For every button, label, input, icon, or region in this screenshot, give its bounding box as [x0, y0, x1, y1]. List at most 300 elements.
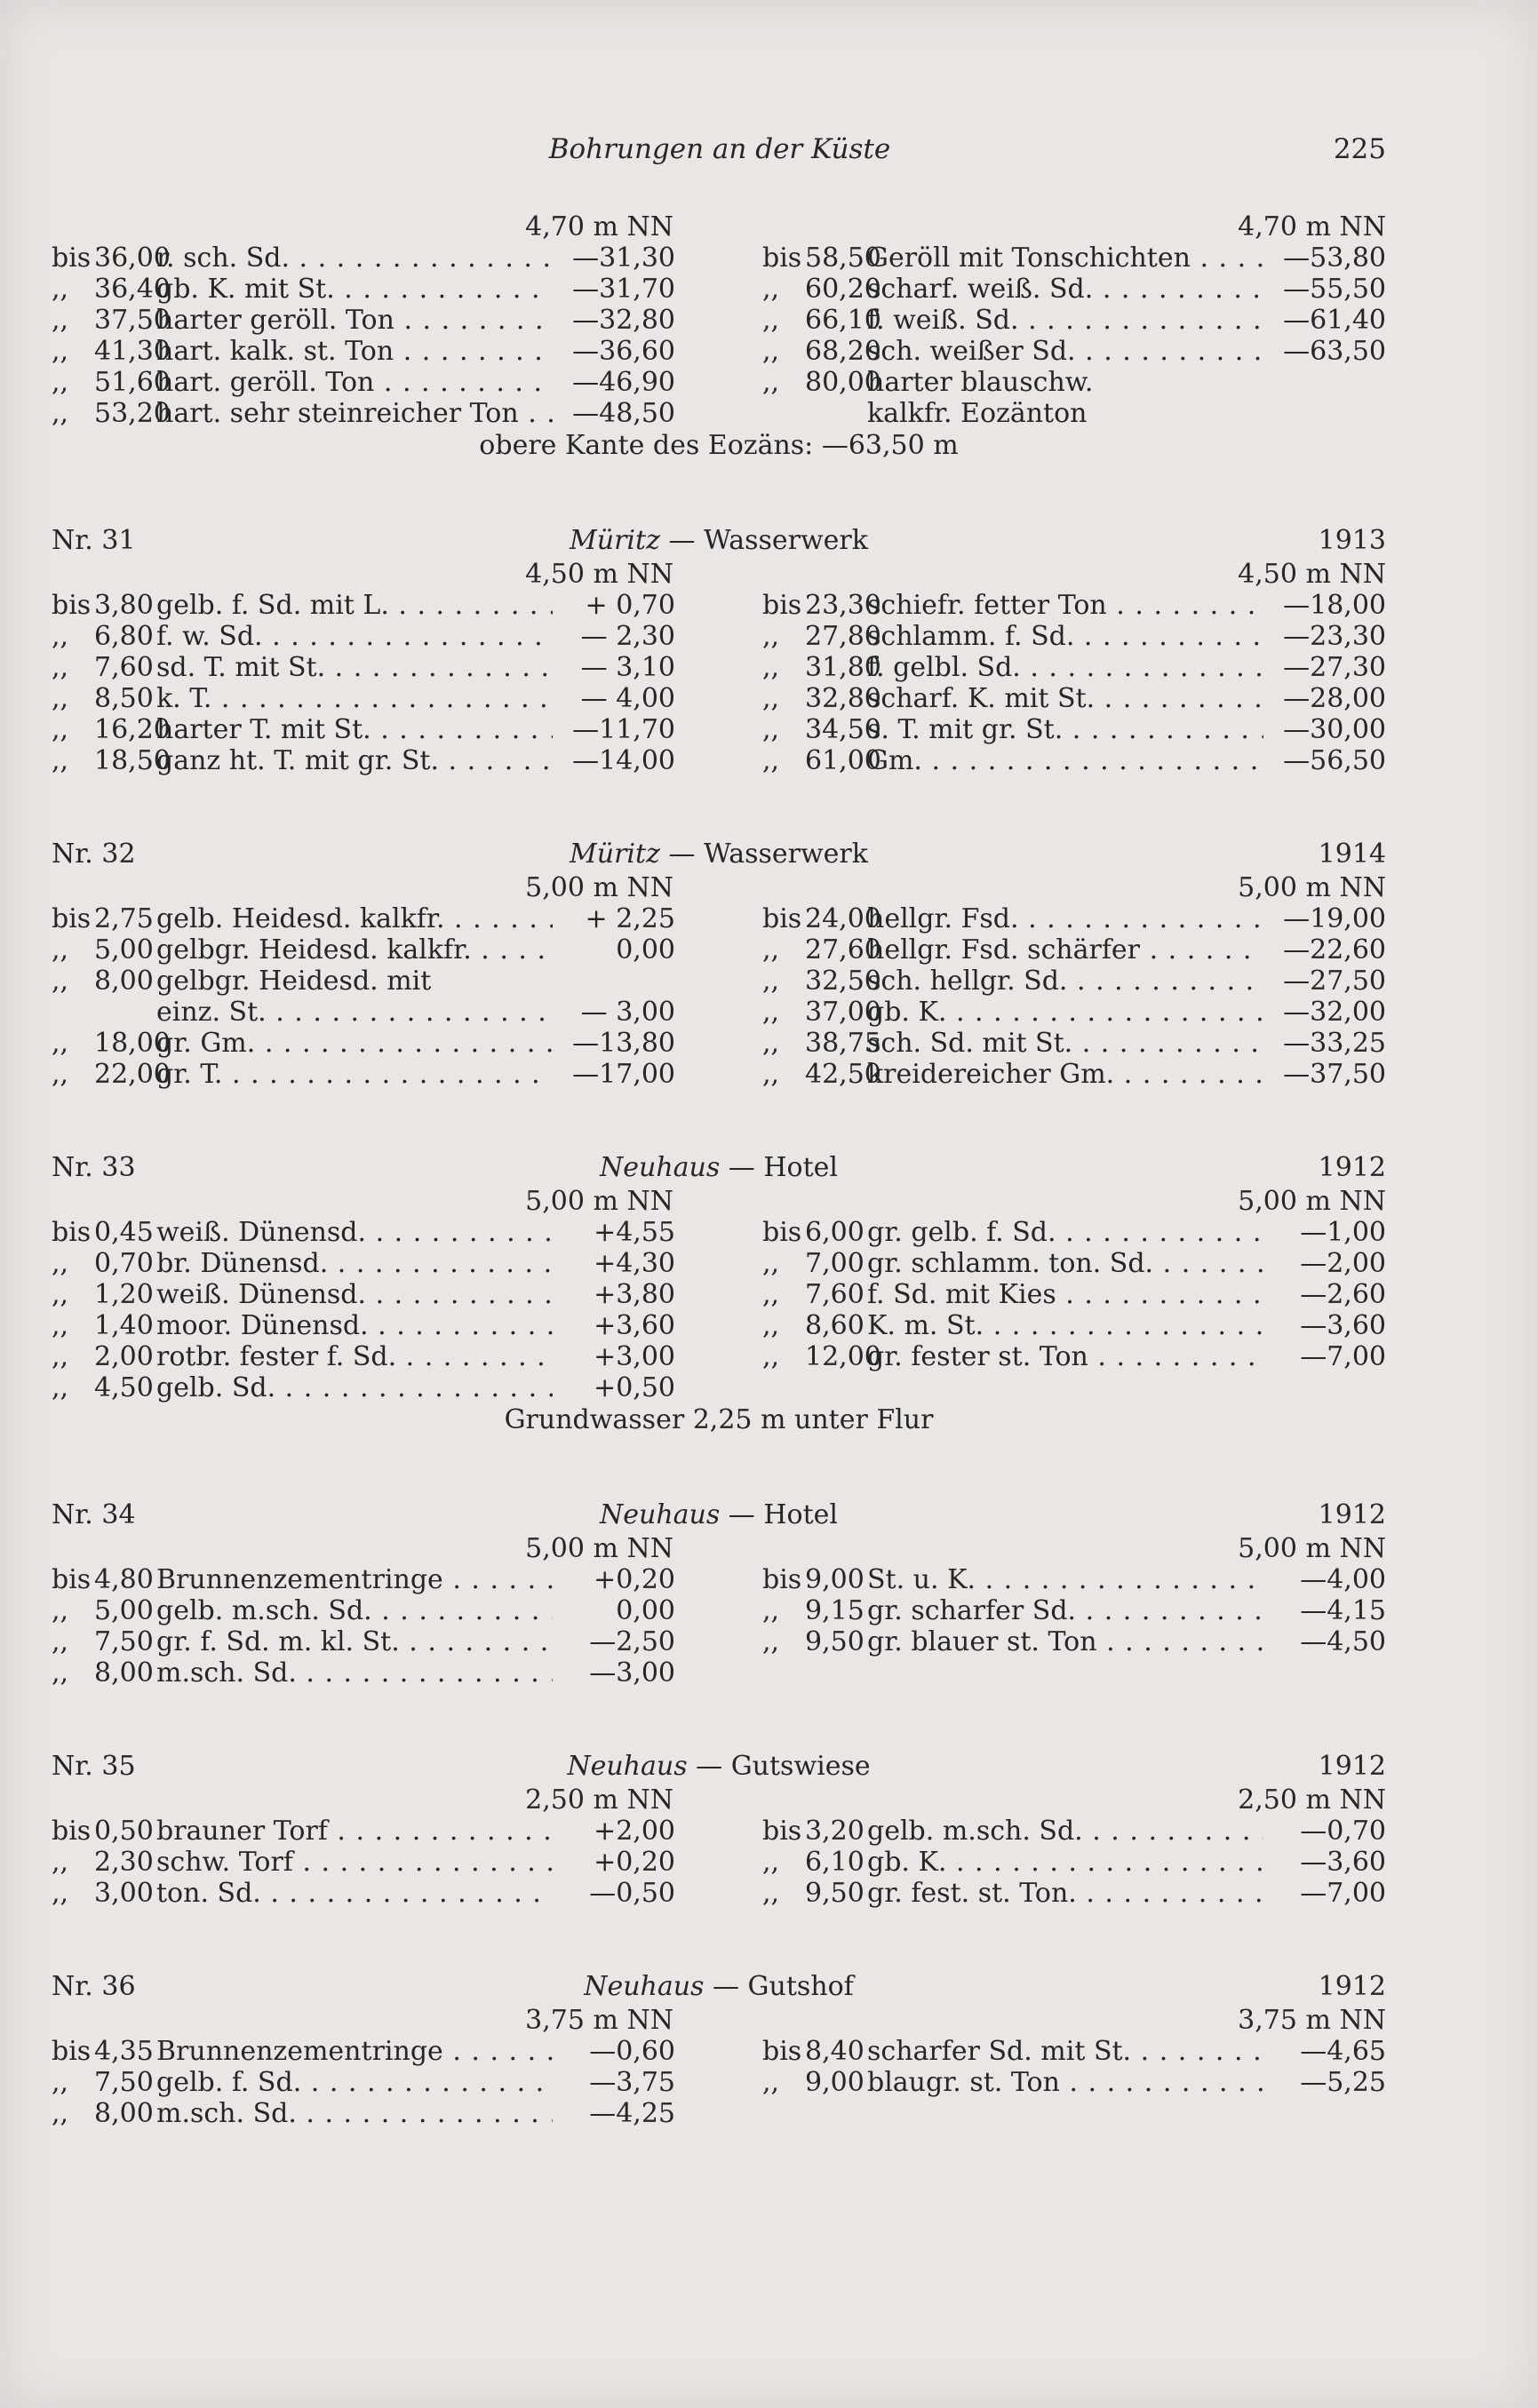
boring-entry — [762, 1816, 1386, 1847]
nn-line — [52, 1784, 1386, 1816]
nn-line — [52, 1533, 1386, 1564]
entry-prefix: ,, — [762, 934, 780, 966]
boring-entry — [762, 1028, 1386, 1059]
boring-location — [52, 1150, 1386, 1186]
entry-elevation: —0,50 — [589, 1878, 675, 1909]
right-nn-elevation: 2,50 m NN — [1238, 1784, 1386, 1816]
entry-prefix: ,, — [52, 274, 69, 305]
entry-line — [52, 652, 1386, 683]
entry-line — [52, 1341, 1386, 1372]
location-site: Wasserwerk — [703, 525, 868, 556]
boring-entry — [52, 1564, 675, 1595]
left-column-cell — [52, 683, 675, 714]
entry-depth: 8,40 — [805, 2036, 865, 2067]
entry-description: br. Dünensd. . . . — [156, 1248, 553, 1279]
entry-prefix: ,, — [52, 652, 69, 683]
entry-depth: 68,20 — [805, 336, 881, 367]
boring-entry — [52, 1657, 675, 1689]
boring-entry — [762, 1310, 1386, 1341]
entry-prefix: ,, — [52, 745, 69, 776]
entry-depth: 9,00 — [805, 1564, 865, 1595]
continued-boring-block — [52, 211, 1386, 463]
entry-elevation: —27,30 — [1283, 652, 1386, 683]
entry-depth: 32,50 — [805, 966, 881, 997]
entry-depth: 5,00 — [94, 1595, 154, 1626]
entry-prefix: bis — [762, 590, 802, 621]
entry-depth: 8,00 — [94, 1657, 154, 1689]
entry-elevation: —63,50 — [1283, 336, 1386, 367]
right-column-cell — [762, 1279, 1386, 1310]
entry-description: sch. Sd. mit St. . . . — [867, 1028, 1263, 1059]
right-column-cell — [762, 1248, 1386, 1279]
entry-description: Brunnenzementringe . . . — [156, 1564, 553, 1595]
entry-depth: 9,00 — [805, 2067, 865, 2098]
boring-entry — [762, 1341, 1386, 1372]
entry-depth: 4,80 — [94, 1564, 154, 1595]
right-column-cell — [762, 1310, 1386, 1341]
entry-prefix: ,, — [762, 714, 780, 745]
location-dash: — — [668, 525, 696, 556]
entry-elevation: —22,60 — [1283, 934, 1386, 966]
entry-prefix: bis — [52, 590, 92, 621]
entry-description: gelbgr. Heidesd. kalkfr. . . . — [156, 934, 553, 966]
entry-depth: 8,60 — [805, 1310, 865, 1341]
boring-entry — [52, 903, 675, 934]
entry-elevation: —3,75 — [589, 2067, 675, 2098]
location-site: Gutshof — [747, 1971, 854, 2002]
entry-line — [52, 242, 1386, 274]
entry-elevation: —4,65 — [1300, 2036, 1386, 2067]
entry-prefix: bis — [762, 1816, 802, 1847]
boring-year: 1912 — [1318, 1751, 1386, 1782]
entry-description: f. weiß. Sd. . . . — [867, 305, 1263, 336]
entry-prefix: ,, — [52, 621, 69, 652]
right-column-cell — [762, 934, 1386, 966]
entry-prefix: ,, — [52, 714, 69, 745]
entry-prefix: ,, — [762, 652, 780, 683]
entry-description: brauner Torf . . . — [156, 1816, 553, 1847]
left-column-cell — [52, 1059, 675, 1090]
right-column-cell — [762, 274, 1386, 305]
entry-elevation: —7,00 — [1300, 1878, 1386, 1909]
entry-line — [52, 1217, 1386, 1248]
boring-entry — [52, 745, 675, 776]
left-column-cell — [52, 1626, 675, 1657]
boring-entry — [52, 997, 675, 1028]
entry-description: weiß. Dünensd. . . . — [156, 1279, 553, 1310]
entry-prefix: bis — [762, 2036, 802, 2067]
entry-rows — [52, 1564, 1386, 1689]
boring-entry — [52, 305, 675, 336]
boring-number: Nr. 34 — [52, 1499, 136, 1530]
entry-description: St. u. K. . . . — [867, 1564, 1263, 1595]
entry-line — [52, 621, 1386, 652]
entry-depth: 42,50 — [805, 1059, 881, 1090]
entry-description: s. T. mit gr. St. . . . — [867, 714, 1263, 745]
entry-elevation: +2,00 — [594, 1816, 675, 1847]
boring-entry — [52, 1310, 675, 1341]
boring-header — [52, 523, 1386, 559]
entry-prefix: ,, — [762, 274, 780, 305]
entry-description: gr. fester st. Ton . . . — [867, 1341, 1263, 1372]
entry-prefix: ,, — [762, 621, 780, 652]
entry-depth: 34,50 — [805, 714, 881, 745]
boring-entry — [52, 652, 675, 683]
location-place: Neuhaus — [567, 1751, 688, 1782]
left-column-cell — [52, 1279, 675, 1310]
entry-depth: 27,60 — [805, 934, 881, 966]
boring-number: Nr. 36 — [52, 1971, 136, 2002]
entry-description: sch. hellgr. Sd. . . . — [867, 966, 1263, 997]
left-column-cell — [52, 1217, 675, 1248]
left-column-cell — [52, 1028, 675, 1059]
entry-prefix: ,, — [52, 683, 69, 714]
entry-prefix: bis — [762, 1217, 802, 1248]
right-nn-elevation: 5,00 m NN — [1238, 1533, 1386, 1564]
entry-prefix: ,, — [762, 2067, 780, 2098]
entry-elevation: —31,70 — [572, 274, 675, 305]
left-column-cell — [52, 1816, 675, 1847]
left-column-cell — [52, 2036, 675, 2067]
entry-elevation: —7,00 — [1300, 1341, 1386, 1372]
right-nn-elevation: 5,00 m NN — [1238, 872, 1386, 903]
right-column-cell — [762, 590, 1386, 621]
nn-line — [52, 559, 1386, 590]
entry-description: hart. sehr steinreicher Ton . . . — [156, 398, 553, 429]
entry-elevation: —4,00 — [1300, 1564, 1386, 1595]
left-column-cell — [52, 1657, 675, 1689]
boring-entry — [762, 274, 1386, 305]
entry-description: gr. gelb. f. Sd. . . . — [867, 1217, 1263, 1248]
entry-depth: 1,20 — [94, 1279, 154, 1310]
entry-description: K. m. St. . . . — [867, 1310, 1263, 1341]
boring-block — [52, 1969, 1386, 2129]
entry-depth: 66,10 — [805, 305, 881, 336]
location-site: Gutswiese — [730, 1751, 871, 1782]
entry-description: gr. schlamm. ton. Sd. . . . — [867, 1248, 1263, 1279]
boring-entry — [762, 336, 1386, 367]
entry-line — [52, 1816, 1386, 1847]
entry-description: scharf. K. mit St. . . . — [867, 683, 1263, 714]
boring-block — [52, 1498, 1386, 1689]
entry-line — [52, 714, 1386, 745]
entry-line — [52, 305, 1386, 336]
boring-entry — [52, 966, 675, 997]
entry-prefix: ,, — [762, 1595, 780, 1626]
entry-description: ganz ht. T. mit gr. St. . . . — [156, 745, 553, 776]
entry-description: gb. K. mit St. . . . — [156, 274, 553, 305]
entry-description: m.sch. Sd. . . . — [156, 1657, 553, 1689]
entry-depth: 1,40 — [94, 1310, 154, 1341]
entry-depth: 2,75 — [94, 903, 154, 934]
entry-prefix: ,, — [762, 1028, 780, 1059]
entry-rows — [52, 242, 1386, 429]
entry-elevation: —1,00 — [1300, 1217, 1386, 1248]
entry-depth: 7,50 — [94, 1626, 154, 1657]
boring-block — [52, 837, 1386, 1090]
boring-location — [52, 1749, 1386, 1784]
entry-prefix: ,, — [762, 367, 780, 398]
entry-line — [52, 2067, 1386, 2098]
entry-depth: 12,00 — [805, 1341, 881, 1372]
boring-entry — [52, 2036, 675, 2067]
entry-elevation: — 3,00 — [580, 997, 675, 1028]
location-dash: — — [696, 1751, 723, 1782]
boring-entry — [52, 274, 675, 305]
location-dash: — — [728, 1152, 755, 1183]
entry-prefix: ,, — [52, 2067, 69, 2098]
entry-elevation: —11,70 — [572, 714, 675, 745]
right-column-cell — [762, 714, 1386, 745]
entry-prefix: ,, — [762, 683, 780, 714]
entry-prefix: ,, — [52, 1878, 69, 1909]
entry-elevation: +4,55 — [594, 1217, 675, 1248]
entry-depth: 16,20 — [94, 714, 171, 745]
left-nn-elevation: 4,50 m NN — [525, 559, 673, 590]
entry-line — [52, 398, 1386, 429]
entry-elevation: — 2,30 — [580, 621, 675, 652]
entry-description: k. T. . . . — [156, 683, 553, 714]
boring-block — [52, 523, 1386, 776]
entry-elevation: —3,60 — [1300, 1847, 1386, 1878]
entry-prefix: ,, — [762, 1341, 780, 1372]
entry-depth: 9,15 — [805, 1595, 865, 1626]
left-column-cell — [52, 745, 675, 776]
entry-elevation: —27,50 — [1283, 966, 1386, 997]
right-column-cell — [762, 2036, 1386, 2067]
left-column-cell — [52, 274, 675, 305]
boring-entry — [52, 2067, 675, 2098]
boring-number: Nr. 32 — [52, 838, 136, 870]
entry-line — [52, 274, 1386, 305]
entry-depth: 7,50 — [94, 2067, 154, 2098]
entry-line — [52, 903, 1386, 934]
entry-prefix: ,, — [52, 1279, 69, 1310]
entry-description: Gm. . . . — [867, 745, 1263, 776]
entry-description: harter blauschw. — [867, 367, 1094, 398]
entry-depth: 31,80 — [805, 652, 881, 683]
right-column-cell — [762, 621, 1386, 652]
entry-description: schlamm. f. Sd. . . . — [867, 621, 1263, 652]
right-column-cell — [762, 1564, 1386, 1595]
boring-entry — [762, 745, 1386, 776]
boring-entry — [52, 1847, 675, 1878]
right-column-cell — [762, 367, 1386, 398]
entry-description: gelb. f. Sd. mit L. . . . — [156, 590, 553, 621]
boring-entry — [52, 2098, 675, 2129]
location-site: Hotel — [763, 1152, 838, 1183]
entry-description: einz. St. . . . — [156, 997, 553, 1028]
entry-depth: 23,30 — [805, 590, 881, 621]
right-nn-elevation: 4,70 m NN — [1238, 211, 1386, 242]
entry-description: hart. geröll. Ton . . . — [156, 367, 553, 398]
entry-line — [52, 367, 1386, 398]
entry-depth: 24,00 — [805, 903, 881, 934]
right-column-cell — [762, 336, 1386, 367]
entry-elevation: +0,50 — [594, 1372, 675, 1403]
entry-prefix: bis — [762, 903, 802, 934]
right-nn-elevation: 5,00 m NN — [1238, 1186, 1386, 1217]
right-column-cell — [762, 1372, 1386, 1403]
entry-line — [52, 1248, 1386, 1279]
entry-description: f. w. Sd. . . . — [156, 621, 553, 652]
nn-line — [52, 1186, 1386, 1217]
entry-depth: 4,50 — [94, 1372, 154, 1403]
boring-entry — [52, 1341, 675, 1372]
entry-rows — [52, 1816, 1386, 1909]
location-dash: — — [713, 1971, 739, 2002]
entry-line — [52, 590, 1386, 621]
left-column-cell — [52, 1847, 675, 1878]
entry-line — [52, 1564, 1386, 1595]
entry-prefix: ,, — [52, 2098, 69, 2129]
entry-depth: 27,80 — [805, 621, 881, 652]
entry-depth: 8,00 — [94, 966, 154, 997]
entry-description: schw. Torf . . . — [156, 1847, 553, 1878]
boring-year: 1912 — [1318, 1499, 1386, 1530]
boring-entry — [52, 590, 675, 621]
entry-prefix: ,, — [52, 1059, 69, 1090]
entry-description: harter geröll. Ton . . . — [156, 305, 553, 336]
boring-header — [52, 837, 1386, 872]
entry-depth: 0,45 — [94, 1217, 154, 1248]
entry-depth: 8,00 — [94, 2098, 154, 2129]
right-column-cell — [762, 242, 1386, 274]
boring-entry — [762, 1279, 1386, 1310]
entry-description: sch. weißer Sd. . . . — [867, 336, 1263, 367]
entry-line — [52, 1028, 1386, 1059]
left-column-cell — [52, 714, 675, 745]
entry-rows — [52, 590, 1386, 776]
entry-prefix: ,, — [762, 336, 780, 367]
boring-year: 1912 — [1318, 1152, 1386, 1183]
entry-elevation: —33,25 — [1283, 1028, 1386, 1059]
entry-description: hellgr. Fsd. . . . — [867, 903, 1263, 934]
entry-description: hellgr. Fsd. schärfer . . . — [867, 934, 1263, 966]
entry-depth: 0,50 — [94, 1816, 154, 1847]
entry-elevation: —18,00 — [1283, 590, 1386, 621]
boring-entry — [52, 1816, 675, 1847]
boring-year: 1912 — [1318, 1971, 1386, 2002]
entry-prefix: bis — [52, 903, 92, 934]
right-column-cell — [762, 305, 1386, 336]
entry-rows — [52, 2036, 1386, 2129]
entry-prefix: ,, — [52, 966, 69, 997]
left-column-cell — [52, 1341, 675, 1372]
right-column-cell — [762, 1847, 1386, 1878]
entry-description: gr. fest. st. Ton. . . . — [867, 1878, 1263, 1909]
entry-depth: 22,00 — [94, 1059, 171, 1090]
boring-block — [52, 1150, 1386, 1437]
entry-depth: 0,70 — [94, 1248, 154, 1279]
entry-line — [52, 1595, 1386, 1626]
entry-prefix: ,, — [52, 1847, 69, 1878]
nn-line — [52, 2005, 1386, 2036]
boring-entry — [762, 966, 1386, 997]
entry-prefix: ,, — [762, 997, 780, 1028]
entry-elevation: —14,00 — [572, 745, 675, 776]
location-place: Müritz — [570, 525, 660, 556]
running-title: Bohrungen an der Küste — [548, 133, 891, 165]
left-nn-elevation: 5,00 m NN — [525, 1186, 673, 1217]
entry-description: gr. Gm. . . . — [156, 1028, 553, 1059]
location-site: Wasserwerk — [703, 838, 868, 870]
entry-description: gr. blauer st. Ton . . . — [867, 1626, 1263, 1657]
location-place: Müritz — [570, 838, 660, 870]
left-column-cell — [52, 1595, 675, 1626]
entry-elevation: —23,30 — [1283, 621, 1386, 652]
right-column-cell — [762, 966, 1386, 997]
boring-entry — [762, 714, 1386, 745]
entry-rows — [52, 903, 1386, 1090]
boring-entry — [52, 1059, 675, 1090]
entry-description: moor. Dünensd. . . . — [156, 1310, 553, 1341]
entry-depth: 18,50 — [94, 745, 171, 776]
entry-description: kalkfr. Eozänton — [867, 398, 1088, 429]
entry-description: gr. T. . . . — [156, 1059, 553, 1090]
entry-description: gr. f. Sd. m. kl. St. . . . — [156, 1626, 553, 1657]
entry-depth: 37,00 — [805, 997, 881, 1028]
right-column-cell — [762, 997, 1386, 1028]
entry-elevation: —13,80 — [572, 1028, 675, 1059]
nn-line — [52, 872, 1386, 903]
left-column-cell — [52, 966, 675, 997]
entry-depth: 51,60 — [94, 367, 171, 398]
entry-prefix: bis — [52, 1564, 92, 1595]
entry-elevation: —19,00 — [1283, 903, 1386, 934]
boring-number: Nr. 33 — [52, 1152, 136, 1183]
right-column-cell — [762, 2098, 1386, 2129]
entry-depth: 9,50 — [805, 1626, 865, 1657]
boring-entry — [762, 934, 1386, 966]
entry-depth: 5,00 — [94, 934, 154, 966]
entry-elevation: —4,50 — [1300, 1626, 1386, 1657]
left-column-cell — [52, 1564, 675, 1595]
entry-depth: 4,35 — [94, 2036, 154, 2067]
boring-number: Nr. 31 — [52, 525, 136, 556]
left-column-cell — [52, 398, 675, 429]
entry-line — [52, 745, 1386, 776]
location-place: Neuhaus — [600, 1499, 721, 1530]
entry-elevation: —2,60 — [1300, 1279, 1386, 1310]
boring-entry — [52, 1248, 675, 1279]
entry-depth: 18,00 — [94, 1028, 171, 1059]
boring-entry — [762, 1595, 1386, 1626]
page-number: 225 — [1333, 133, 1386, 165]
entry-line — [52, 1279, 1386, 1310]
entry-prefix: ,, — [52, 1310, 69, 1341]
boring-entry — [52, 242, 675, 274]
location-site: Hotel — [763, 1499, 838, 1530]
left-column-cell — [52, 997, 675, 1028]
entry-prefix: ,, — [762, 745, 780, 776]
boring-entry — [762, 997, 1386, 1028]
right-column-cell — [762, 1217, 1386, 1248]
entry-prefix: ,, — [52, 367, 69, 398]
entry-elevation: —55,50 — [1283, 274, 1386, 305]
entry-line — [52, 683, 1386, 714]
boring-entry — [762, 1564, 1386, 1595]
boring-entry — [762, 1217, 1386, 1248]
entry-prefix: ,, — [52, 398, 69, 429]
boring-entry — [52, 1217, 675, 1248]
entry-description: Geröll mit Tonschichten . . . — [867, 242, 1263, 274]
entry-prefix: ,, — [762, 1279, 780, 1310]
entry-prefix: ,, — [52, 934, 69, 966]
entry-prefix: ,, — [762, 305, 780, 336]
entry-description: gelb. Sd. . . . — [156, 1372, 553, 1403]
entry-prefix: bis — [762, 1564, 802, 1595]
